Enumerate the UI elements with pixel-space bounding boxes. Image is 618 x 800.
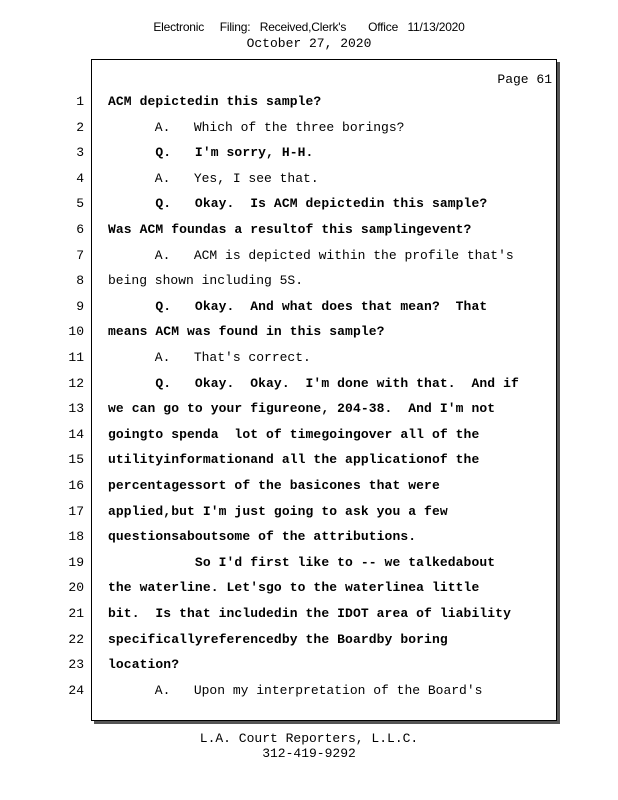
page-number: Page 61 [497, 72, 552, 87]
transcript-line [0, 143, 618, 163]
transcript-line [0, 630, 618, 650]
line-number: 10 [68, 324, 84, 340]
line-number: 4 [76, 170, 84, 186]
transcript-line [0, 604, 618, 624]
transcript-line [0, 169, 618, 189]
line-text: Q. Okay. And what does that mean? That [108, 298, 488, 314]
line-number: 7 [76, 247, 84, 263]
line-number: 6 [76, 222, 84, 237]
line-text: Q. I'm sorry, H-H. [108, 145, 314, 161]
line-text: Q. Okay. Okay. I'm done with that. And if [108, 375, 519, 391]
transcript-line [0, 553, 618, 573]
line-text: applied,but I'm just going to ask you a few [108, 503, 448, 519]
line-text: goingto spenda lot of timegoingover all of the [108, 426, 480, 442]
transcript-line [0, 527, 618, 547]
hearing-date: October 27, 2020 [246, 36, 372, 51]
line-text: A. Upon my interpretation of the Board's [108, 682, 483, 698]
line-number: 14 [68, 426, 84, 442]
line-number: 9 [76, 298, 84, 314]
transcript-line [0, 92, 618, 112]
transcript-line [0, 450, 618, 470]
transcript-line [0, 374, 618, 394]
line-number: 3 [76, 145, 84, 161]
line-number: 23 [68, 657, 84, 673]
transcript-line [0, 118, 618, 138]
footer-phone: 312-419-9292 [262, 746, 356, 761]
transcript-line [0, 194, 618, 214]
line-text: utilityinformationand all the applicationof the [108, 452, 480, 468]
transcript-line [0, 348, 618, 368]
line-number: 15 [68, 452, 84, 468]
line-number: 21 [68, 606, 84, 621]
line-number: 17 [68, 503, 84, 519]
transcript-line [0, 425, 618, 445]
transcript-line [0, 502, 618, 522]
line-text: being shown including 5S. [108, 273, 304, 289]
line-text: questionsaboutsome of the attributions. [108, 529, 417, 545]
line-text: Q. Okay. Is ACM depictedin this sample? [108, 196, 488, 212]
transcript-line [0, 476, 618, 496]
line-text: A. Yes, I see that. [108, 170, 319, 186]
transcript-line [0, 655, 618, 675]
transcript-line [0, 271, 618, 291]
line-number: 13 [68, 401, 84, 417]
line-text: ACM depictedin this sample? [108, 94, 322, 109]
transcript-line [0, 399, 618, 419]
line-number: 19 [68, 554, 84, 570]
line-number: 1 [76, 94, 84, 109]
line-text: So I'd first like to -- we talkedabout [108, 554, 496, 570]
line-text: location? [108, 657, 180, 673]
line-text: the waterline. Let'sgo to the waterlinea little [108, 580, 480, 596]
transcript-line [0, 578, 618, 598]
line-text: A. ACM is depicted within the profile that's [108, 247, 514, 263]
footer-company: L.A. Court Reporters, L.L.C. [199, 731, 419, 746]
line-number: 8 [76, 273, 84, 289]
line-number: 16 [68, 478, 84, 493]
line-number: 11 [68, 350, 84, 365]
transcript-line [0, 246, 618, 266]
line-text: Was ACM foundas a resultof this samplingevent? [108, 222, 472, 237]
line-number: 2 [76, 119, 84, 135]
line-text: specificallyreferencedby the Boardby boring [108, 631, 448, 647]
transcript-line [0, 220, 618, 240]
line-number: 12 [68, 375, 84, 391]
transcript-line [0, 297, 618, 317]
filing-stamp: Electronic Filing: Received,Clerk's Office 11/13/2020 [153, 20, 465, 34]
line-text: A. That's correct. [108, 350, 311, 365]
line-text: means ACM was found in this sample? [108, 324, 385, 340]
line-text: we can go to your figureone, 204-38. And I'm not [108, 401, 496, 417]
line-number: 18 [68, 529, 84, 545]
line-number: 20 [68, 580, 84, 596]
transcript-line [0, 681, 618, 701]
line-number: 22 [68, 631, 84, 647]
line-number: 24 [68, 682, 84, 698]
transcript-line [0, 322, 618, 342]
line-number: 5 [76, 196, 84, 212]
line-text: A. Which of the three borings? [108, 119, 405, 135]
line-text: bit. Is that includedin the IDOT area of liability [108, 606, 511, 621]
footer [0, 731, 618, 761]
line-text: percentagessort of the basicones that were [108, 478, 440, 493]
